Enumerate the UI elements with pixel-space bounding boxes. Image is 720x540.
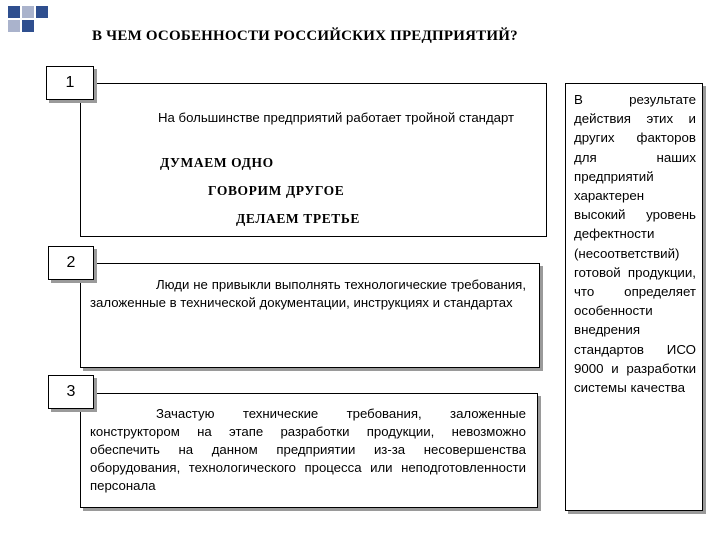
block-3-text: Зачастую технические требования, заложенные конструктором на этапе разработки продукции, невозможно обеспечить на данном предприятии из-за несовершенства оборудования, технологического процесса или неподготовленности персонала xyxy=(90,406,526,493)
decor-square-light-2 xyxy=(8,20,20,32)
block-2-text: Люди не привыкли выполнять технологические требования, заложенные в технической документации, инструкциях и стандартах xyxy=(90,277,526,310)
block-2-number: 2 xyxy=(48,246,94,280)
block-1-slogan-1: ДУМАЕМ ОДНО xyxy=(160,155,274,170)
decor-square-light-1 xyxy=(22,6,34,18)
block-3-number: 3 xyxy=(48,375,94,409)
decor-square-dark-2 xyxy=(36,6,48,18)
block-1-slogan-3: ДЕЛАЕМ ТРЕТЬЕ xyxy=(236,211,361,226)
conclusion-text: В результате действия этих и других факторов для наших предприятий характерен высокий уровень дефектности (несоответствий) готовой продукции, что определяет особенности внедрения стандартов ИСО 9000 и разработки системы качества xyxy=(574,92,696,396)
block-1-text: На большинстве предприятий работает тройной стандарт xyxy=(158,110,515,125)
page-title: В ЧЕМ ОСОБЕННОСТИ РОССИЙСКИХ ПРЕДПРИЯТИЙ? xyxy=(92,28,518,44)
decor-square-dark-1 xyxy=(8,6,20,18)
decor-square-dark-3 xyxy=(22,20,34,32)
block-1-number: 1 xyxy=(46,66,94,100)
block-1-slogan-2: ГОВОРИМ ДРУГОЕ xyxy=(208,183,345,198)
